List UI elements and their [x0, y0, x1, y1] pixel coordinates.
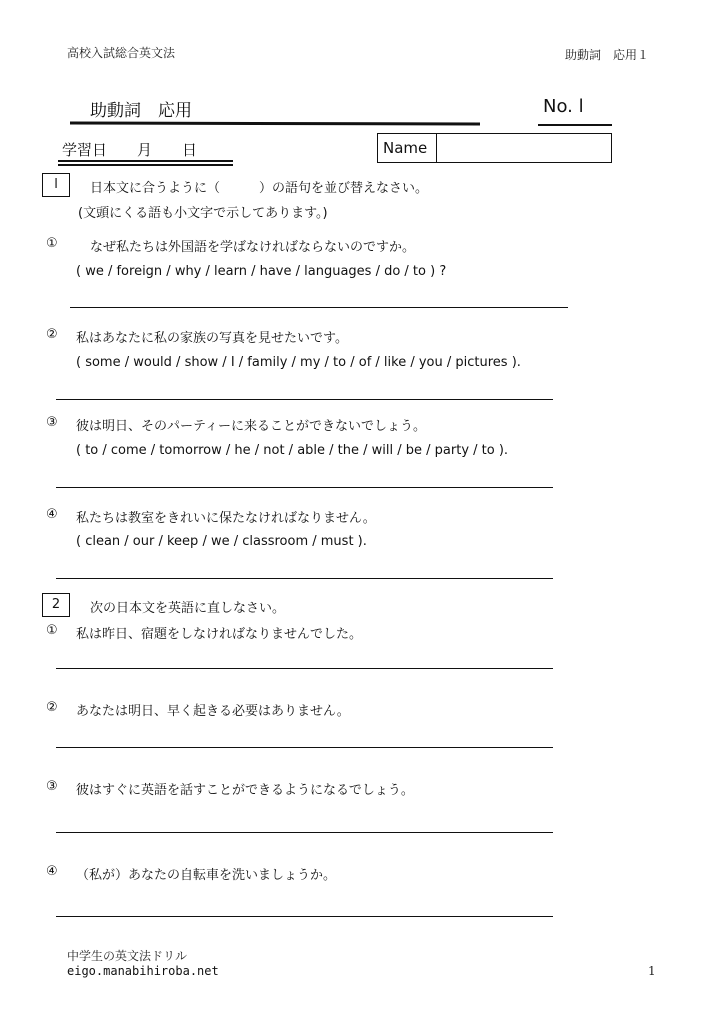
item-1-1-japanese: なぜ私たちは外国語を学ばなければならないのですか。: [90, 240, 416, 255]
item-1-1-answer-line[interactable]: [70, 307, 568, 308]
item-2-4-mark: ④: [46, 864, 58, 879]
section-1-note: (文頭にくる語も小文字で示してあります。): [78, 206, 328, 221]
study-date-label: 学習日 月 日: [62, 141, 198, 159]
item-2-4-japanese: （私が）あなたの自転車を洗いましょうか。: [76, 868, 337, 883]
item-1-4-japanese: 私たちは教室をきれいに保たなければなりません。: [76, 511, 376, 526]
item-2-2-answer-line[interactable]: [56, 747, 553, 748]
header-left: 高校入試総合英文法: [67, 46, 176, 60]
title-underline: [70, 121, 480, 125]
date-underline-1: [58, 160, 233, 162]
item-1-2-mark: ②: [46, 327, 58, 342]
name-label: Name: [383, 139, 428, 157]
item-1-4-mark: ④: [46, 507, 58, 522]
item-1-3-japanese: 彼は明日、そのパーティーに来ることができないでしょう。: [76, 419, 426, 434]
item-1-1-words: ( we / foreign / why / learn / have / languages / do / to ) ?: [76, 264, 447, 279]
item-1-2-japanese: 私はあなたに私の家族の写真を見せたいです。: [76, 331, 348, 346]
footer-url[interactable]: eigo.manabihiroba.net: [67, 964, 219, 978]
section-1-number-box: [42, 173, 70, 197]
name-label-box: [377, 133, 437, 163]
item-1-4-words: ( clean / our / keep / we / classroom / must ).: [76, 534, 367, 549]
item-1-1-mark: ①: [46, 236, 58, 251]
item-1-4-answer-line[interactable]: [56, 578, 553, 579]
section-2-number: 2: [51, 597, 61, 612]
item-1-3-words: ( to / come / tomorrow / he / not / able / the / will / be / party / to ).: [76, 443, 509, 458]
name-field[interactable]: [436, 133, 612, 163]
section-1-number: l: [54, 177, 58, 192]
page-number: 1: [648, 964, 656, 978]
item-1-2-answer-line[interactable]: [56, 399, 553, 400]
footer-site-name: 中学生の英文法ドリル: [67, 949, 188, 963]
item-1-3-answer-line[interactable]: [56, 487, 553, 488]
item-2-1-answer-line[interactable]: [56, 668, 553, 669]
header-right: 助動詞 応用１: [565, 48, 650, 62]
item-2-2-mark: ②: [46, 700, 58, 715]
item-2-3-japanese: 彼はすぐに英語を話すことができるようになるでしょう。: [76, 783, 414, 798]
item-1-2-words: ( some / would / show / I / family / my / to / of / like / you / pictures ).: [76, 355, 521, 370]
page-title: 助動詞 応用: [90, 101, 192, 121]
item-2-4-answer-line[interactable]: [56, 916, 553, 917]
item-2-3-answer-line[interactable]: [56, 832, 553, 833]
worksheet-number: No. l: [543, 96, 584, 117]
item-1-3-mark: ③: [46, 415, 58, 430]
item-2-1-japanese: 私は昨日、宿題をしなければなりませんでした。: [76, 627, 363, 642]
date-underline-2: [58, 164, 233, 166]
item-2-3-mark: ③: [46, 779, 58, 794]
item-2-2-japanese: あなたは明日、早く起きる必要はありません。: [76, 704, 350, 719]
section-2-number-box: [42, 593, 70, 617]
section-1-instruction: 日本文に合うように（ ）の語句を並び替えなさい。: [90, 181, 429, 196]
item-2-1-mark: ①: [46, 623, 58, 638]
section-2-instruction: 次の日本文を英語に直しなさい。: [90, 601, 286, 616]
number-underline: [538, 124, 612, 126]
